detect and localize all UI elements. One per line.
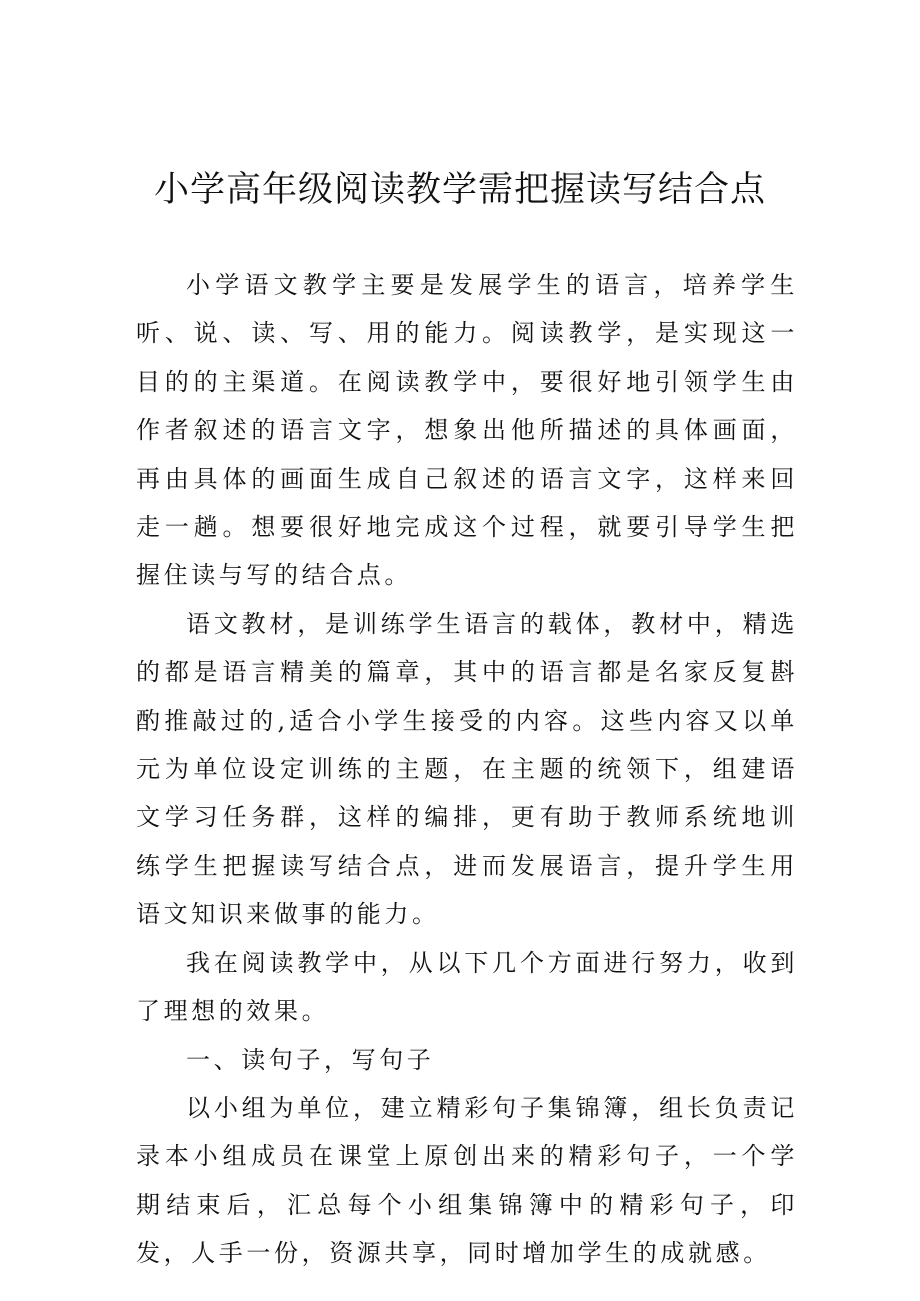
section-heading-sentences: 一、读句子，写句子 <box>186 1045 435 1074</box>
document-body <box>136 261 798 1278</box>
paragraph-textbook: 语文教材，是训练学生语言的载体，教材中，精选的都是语言精美的篇章，其中的语言都是名家反复斟酌推敲过的,适合小学生接受的内容。这些内容又以单元为单位设定训练的主题，在主题的统领下，组建语文学习任务群，这样的编排，更有助于教师系统地训练学生把握读写结合点，进而发展语言，提升学生用语文知识来做事的能力。 <box>136 609 798 929</box>
paragraph-sentence-collection: 以小组为单位，建立精彩句子集锦簿，组长负责记录本小组成员在课堂上原创出来的精彩句子，一个学期结束后，汇总每个小组集锦簿中的精彩句子，印发，人手一份，资源共享，同时增加学生的成就感。 <box>136 1093 798 1268</box>
paragraph-intro: 小学语文教学主要是发展学生的语言，培养学生听、说、读、写、用的能力。阅读教学，是实现这一目的的主渠道。在阅读教学中，要很好地引领学生由作者叙述的语言文字，想象出他所描述的具体画面，再由具体的画面生成自己叙述的语言文字，这样来回走一趟。想要很好地完成这个过程，就要引导学生把握住读与写的结合点。 <box>136 271 798 590</box>
document-title: 小学高年级阅读教学需把握读写结合点 <box>153 170 766 210</box>
paragraph-approach: 我在阅读教学中，从以下几个方面进行努力，收到了理想的效果。 <box>136 948 798 1026</box>
